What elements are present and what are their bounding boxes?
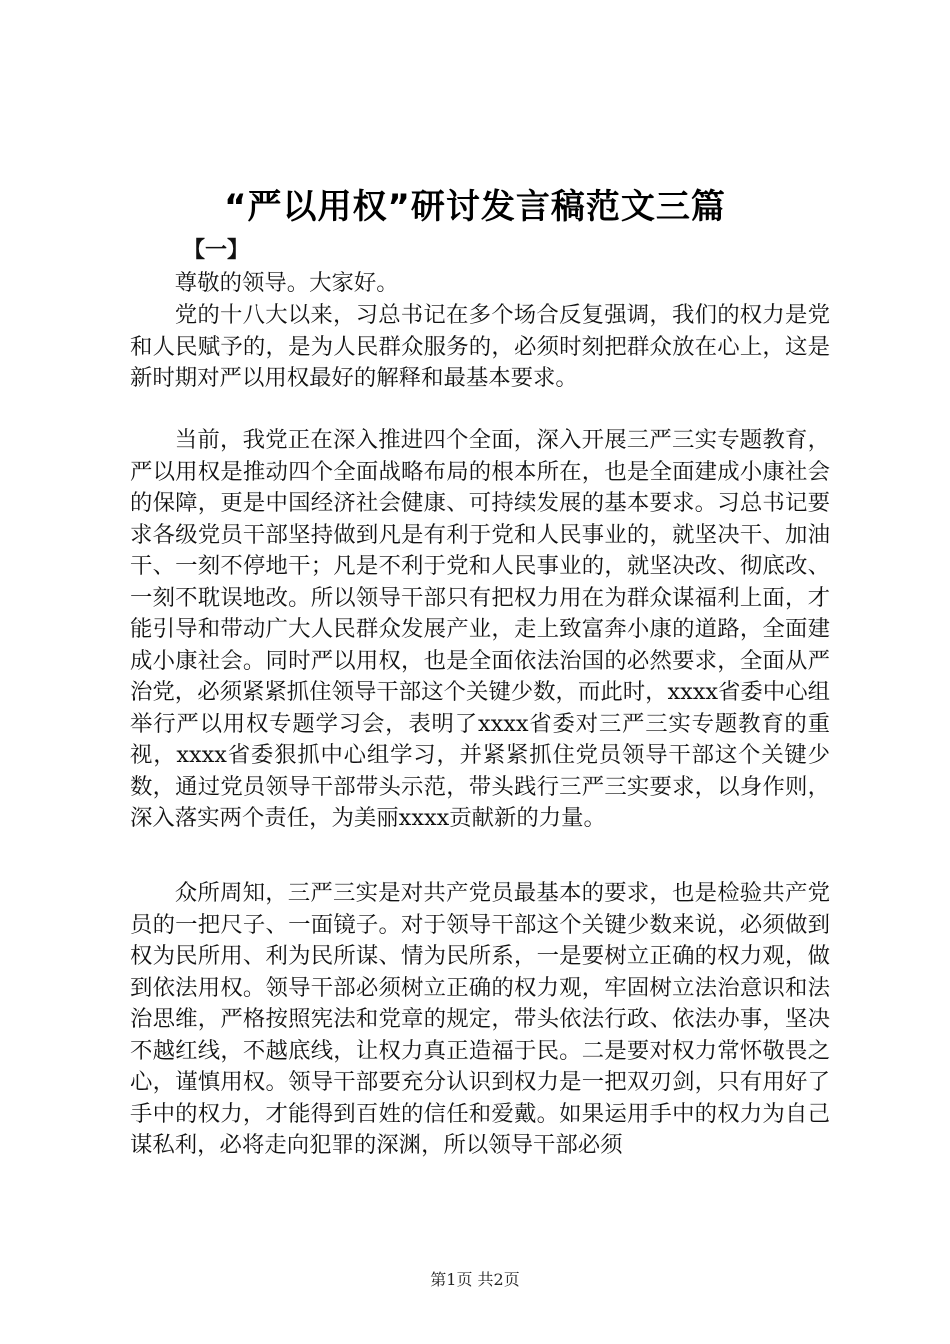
body-paragraph-3: 众所周知，三严三实是对共产党员最基本的要求，也是检验共产党员的一把尺子、一面镜子。对于领导干部这个关键少数来说，必须做到权为民所用、利为民所谋、情为民所系，一是要树立正确的权力观，做到依法用权。领导干部必须树立正确的权力观，牢固树立法治意识和法治思维，严格按照宪法和党章的规定，带头依法行政、依法办事，坚决不越红线，不越底线，让权力真正造福于民。二是要对权力常怀敬畏之心，谨慎用权。领导干部要充分认识到权力是一把双刃剑，只有用好了手中的权力，才能得到百姓的信任和爱戴。如果运用手中的权力为自己谋私利，必将走向犯罪的深渊，所以领导干部必须 — [130, 880, 830, 1158]
document-title: “严以用权”研讨发言稿范文三篇 — [224, 187, 726, 227]
section-label: 【一】 — [183, 238, 250, 263]
greeting-paragraph: 尊敬的领导。大家好。 — [174, 270, 399, 296]
body-paragraph-2: 当前，我党正在深入推进四个全面，深入开展三严三实专题教育，严以用权是推动四个全面战略布局的根本所在，也是全面建成小康社会的保障，更是中国经济社会健康、可持续发展的基本要求。习总书记要求各级党员干部坚持做到凡是有利于党和人民事业的，就坚决干、加油干、一刻不停地干；凡是不利于党和人民事业的，就坚决改、彻底改、一刻不耽误地改。所以领导干部只有把权力用在为群众谋福利上面，才能引导和带动广大人民群众发展产业，走上致富奔小康的道路，全面建成小康社会。同时严以用权，也是全面依法治国的必然要求，全面从严治党，必须紧紧抓住领导干部这个关键少数，而此时，xxxx省委中心组举行严以用权专题学习会，表明了xxxx省委对三严三实专题教育的重视，xxxx省委狠抓中心组学习，并紧紧抓住党员领导干部这个关键少数，通过党员领导干部带头示范，带头践行三严三实要求，以身作则，深入落实两个责任，为美丽xxxx贡献新的力量。 — [130, 427, 830, 831]
page-footer: 第1页 共2页 — [430, 1270, 520, 1289]
body-paragraph-1: 党的十八大以来，习总书记在多个场合反复强调，我们的权力是党和人民赋予的，是为人民群众服务的，必须时刻把群众放在心上，这是新时期对严以用权最好的解释和最基本要求。 — [130, 302, 830, 391]
